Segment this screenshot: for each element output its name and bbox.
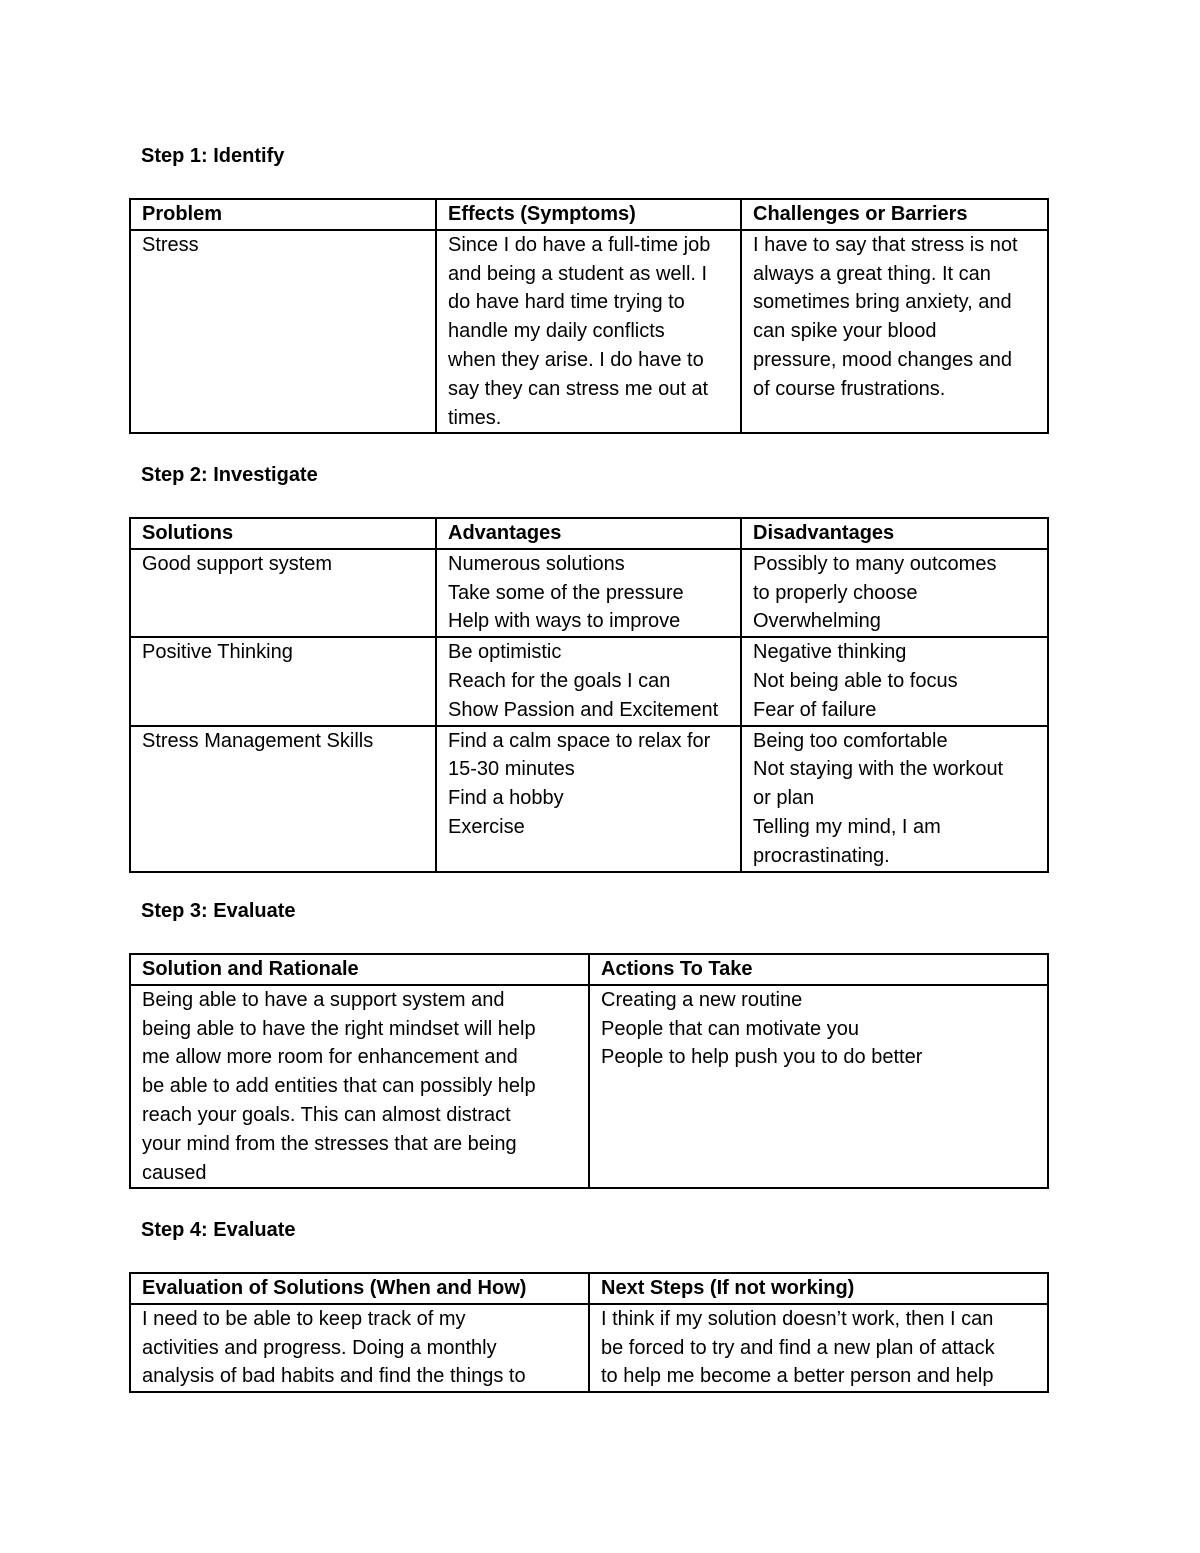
cell-line: Since I do have a full-time job (448, 233, 711, 256)
cell-line: Stress (142, 233, 199, 256)
advantages-cell (436, 637, 741, 725)
advantages-cell (436, 726, 741, 872)
cell-line: Find a hobby (448, 787, 564, 810)
solution-cell (130, 549, 436, 637)
cell-line: handle my daily conflicts (448, 320, 665, 343)
header-disadvantages: Disadvantages (741, 518, 1048, 549)
next-steps-cell (589, 1304, 1048, 1392)
cell-line: Be optimistic (448, 641, 562, 664)
header-solution-rationale: Solution and Rationale (130, 954, 589, 985)
cell-line: I think if my solution doesn’t work, then I can (601, 1307, 994, 1330)
table-header-row (130, 199, 1048, 230)
table-row (130, 549, 1048, 637)
cell-line: pressure, mood changes and (753, 348, 1013, 371)
cell-line: Fear of failure (753, 698, 877, 721)
cell-line: Stress Management Skills (142, 729, 374, 752)
solution-cell (130, 726, 436, 872)
cell-line: to properly choose (753, 581, 918, 604)
cell-line: reach your goals. This can almost distract (142, 1103, 511, 1126)
cell-line: People that can motivate you (601, 1017, 859, 1040)
header-problem: Problem (130, 199, 436, 230)
cell-line: analysis of bad habits and find the things to (142, 1365, 526, 1388)
evaluation-cell (130, 1304, 589, 1392)
cell-line: People to help push you to do better (601, 1046, 923, 1069)
cell-line: Take some of the pressure (448, 581, 684, 604)
cell-line: Good support system (142, 552, 333, 575)
header-evaluation: Evaluation of Solutions (When and How) (130, 1273, 589, 1304)
cell-line: to help me become a better person and help (601, 1365, 994, 1388)
cell-line: Reach for the goals I can (448, 669, 671, 692)
table-header-row (130, 1273, 1048, 1304)
cell-line: Not being able to focus (753, 669, 958, 692)
cell-line: Exercise (448, 815, 525, 838)
cell-line: be forced to try and find a new plan of attack (601, 1336, 995, 1359)
header-actions: Actions To Take (589, 954, 1048, 985)
cell-line: caused (142, 1161, 207, 1184)
table-row (130, 637, 1048, 725)
step4-table (129, 1272, 1049, 1393)
rationale-cell (130, 985, 589, 1189)
cell-line: 15-30 minutes (448, 758, 575, 781)
cell-line: I have to say that stress is not (753, 233, 1018, 256)
header-advantages: Advantages (436, 518, 741, 549)
cell-line: Negative thinking (753, 641, 907, 664)
table-row (130, 985, 1048, 1189)
step3-table (129, 953, 1049, 1189)
cell-line: Positive Thinking (142, 641, 293, 664)
table-row (130, 230, 1048, 434)
step2-heading: Step 2: Investigate (141, 464, 318, 486)
step3-heading: Step 3: Evaluate (141, 900, 296, 922)
disadvantages-cell (741, 726, 1048, 872)
cell-line: can spike your blood (753, 320, 937, 343)
cell-line: Telling my mind, I am (753, 815, 941, 838)
header-solutions: Solutions (130, 518, 436, 549)
cell-line: Show Passion and Excitement (448, 698, 719, 721)
cell-line: me allow more room for enhancement and (142, 1046, 518, 1069)
table-header-row (130, 518, 1048, 549)
cell-line: your mind from the stresses that are being (142, 1132, 517, 1155)
cell-line: Being too comfortable (753, 729, 948, 752)
cell-line: always a great thing. It can (753, 262, 991, 285)
cell-line: activities and progress. Doing a monthly (142, 1336, 497, 1359)
cell-line: and being a student as well. I (448, 262, 708, 285)
cell-line: do have hard time trying to (448, 291, 685, 314)
advantages-cell (436, 549, 741, 637)
cell-line: of course frustrations. (753, 377, 946, 400)
challenges-cell (741, 230, 1048, 434)
actions-cell (589, 985, 1048, 1189)
step2-table (129, 517, 1049, 873)
table-header-row (130, 954, 1048, 985)
cell-line: I need to be able to keep track of my (142, 1307, 466, 1330)
cell-line: times. (448, 406, 502, 429)
header-next-steps: Next Steps (If not working) (589, 1273, 1048, 1304)
cell-line: when they arise. I do have to (448, 348, 704, 371)
cell-line: Help with ways to improve (448, 610, 681, 633)
step1-table (129, 198, 1049, 434)
cell-line: procrastinating. (753, 844, 890, 867)
cell-line: Find a calm space to relax for (448, 729, 711, 752)
cell-line: Being able to have a support system and (142, 988, 505, 1011)
cell-line: Creating a new routine (601, 988, 803, 1011)
cell-line: say they can stress me out at (448, 377, 709, 400)
disadvantages-cell (741, 637, 1048, 725)
cell-line: Numerous solutions (448, 552, 625, 575)
cell-line: be able to add entities that can possibly help (142, 1075, 536, 1098)
solution-cell (130, 637, 436, 725)
cell-line: being able to have the right mindset will help (142, 1017, 536, 1040)
cell-line: sometimes bring anxiety, and (753, 291, 1012, 314)
table-row (130, 726, 1048, 872)
cell-line: or plan (753, 787, 815, 810)
step1-heading: Step 1: Identify (141, 145, 285, 167)
header-challenges: Challenges or Barriers (741, 199, 1048, 230)
cell-line: Overwhelming (753, 610, 881, 633)
disadvantages-cell (741, 549, 1048, 637)
effects-cell (436, 230, 741, 434)
problem-cell (130, 230, 436, 434)
header-effects: Effects (Symptoms) (436, 199, 741, 230)
step4-heading: Step 4: Evaluate (141, 1219, 296, 1241)
cell-line: Not staying with the workout (753, 758, 1004, 781)
table-row (130, 1304, 1048, 1392)
cell-line: Possibly to many outcomes (753, 552, 997, 575)
